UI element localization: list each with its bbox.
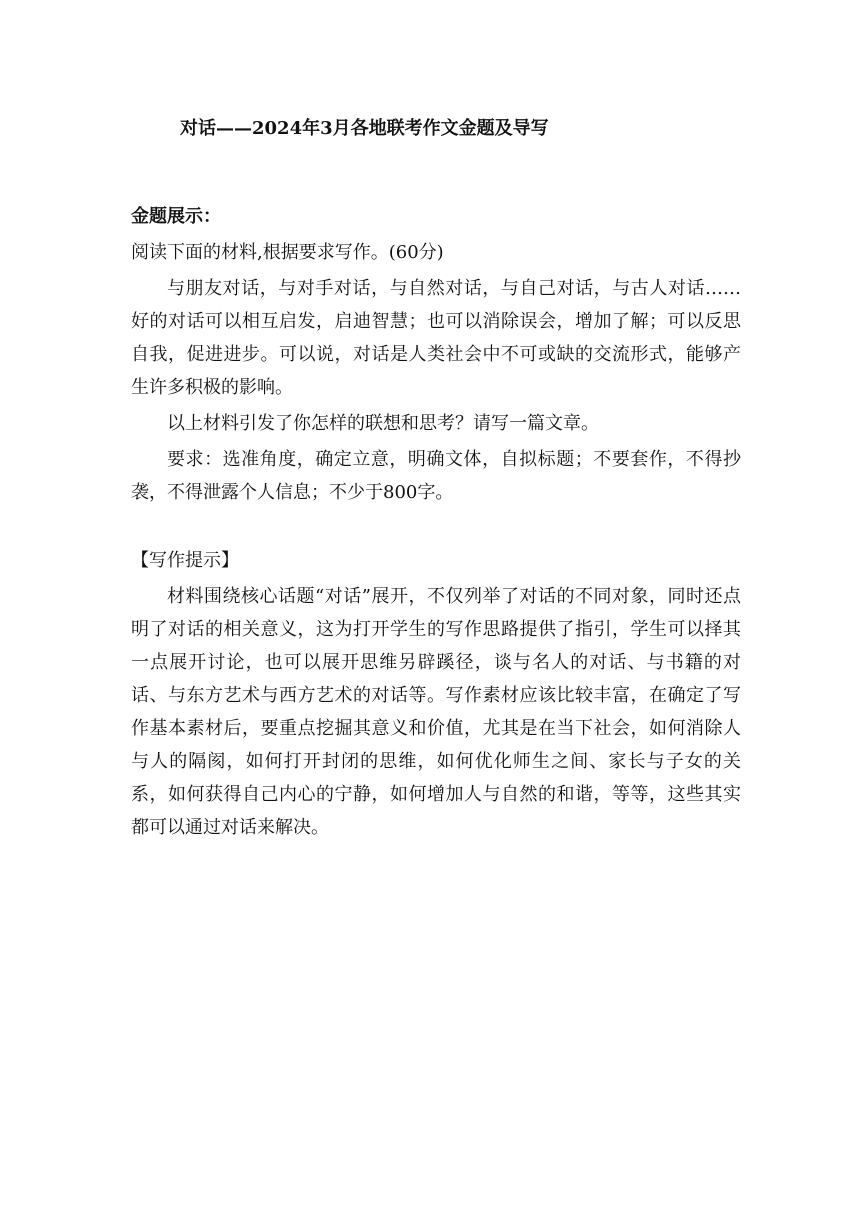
document-title: 对话——2024年3月各地联考作文金题及导写: [180, 118, 549, 139]
writing-requirements: 要求：选准角度，确定立意，明确文体，自拟标题；不要套作，不得抄袭，不得泄露个人信息；不少于800字。: [131, 449, 741, 503]
section-heading-prompt: 金题展示：: [131, 206, 221, 227]
writing-instruction: 阅读下面的材料,根据要求写作。(60分): [131, 242, 444, 263]
section-heading-tips: 【写作提示】: [131, 550, 239, 571]
writing-question: 以上材料引发了你怎样的联想和思考？请写一篇文章。: [167, 413, 599, 434]
material-paragraph: 与朋友对话，与对手对话，与自然对话，与自己对话，与古人对话……好的对话可以相互启发，启迪智慧；也可以消除误会，增加了解；可以反思自我，促进进步。可以说，对话是人类社会中不可或缺的交流形式，能够产生许多积极的影响。: [131, 278, 741, 398]
document-body: [131, 200, 741, 844]
writing-tips-paragraph: 材料围绕核心话题“对话”展开，不仅列举了对话的不同对象，同时还点明了对话的相关意义，这为打开学生的写作思路提供了指引，学生可以择其一点展开讨论，也可以展开思维另辟蹊径，谈与名人的对话、与书籍的对话、与东方艺术与西方艺术的对话等。写作素材应该比较丰富，在确定了写作基本素材后，要重点挖掘其意义和价值，尤其是在当下社会，如何消除人与人的隔阂，如何打开封闭的思维，如何优化师生之间、家长与子女的关系，如何获得自己内心的宁静，如何增加人与自然的和谐，等等，这些其实都可以通过对话来解决。: [131, 586, 741, 838]
